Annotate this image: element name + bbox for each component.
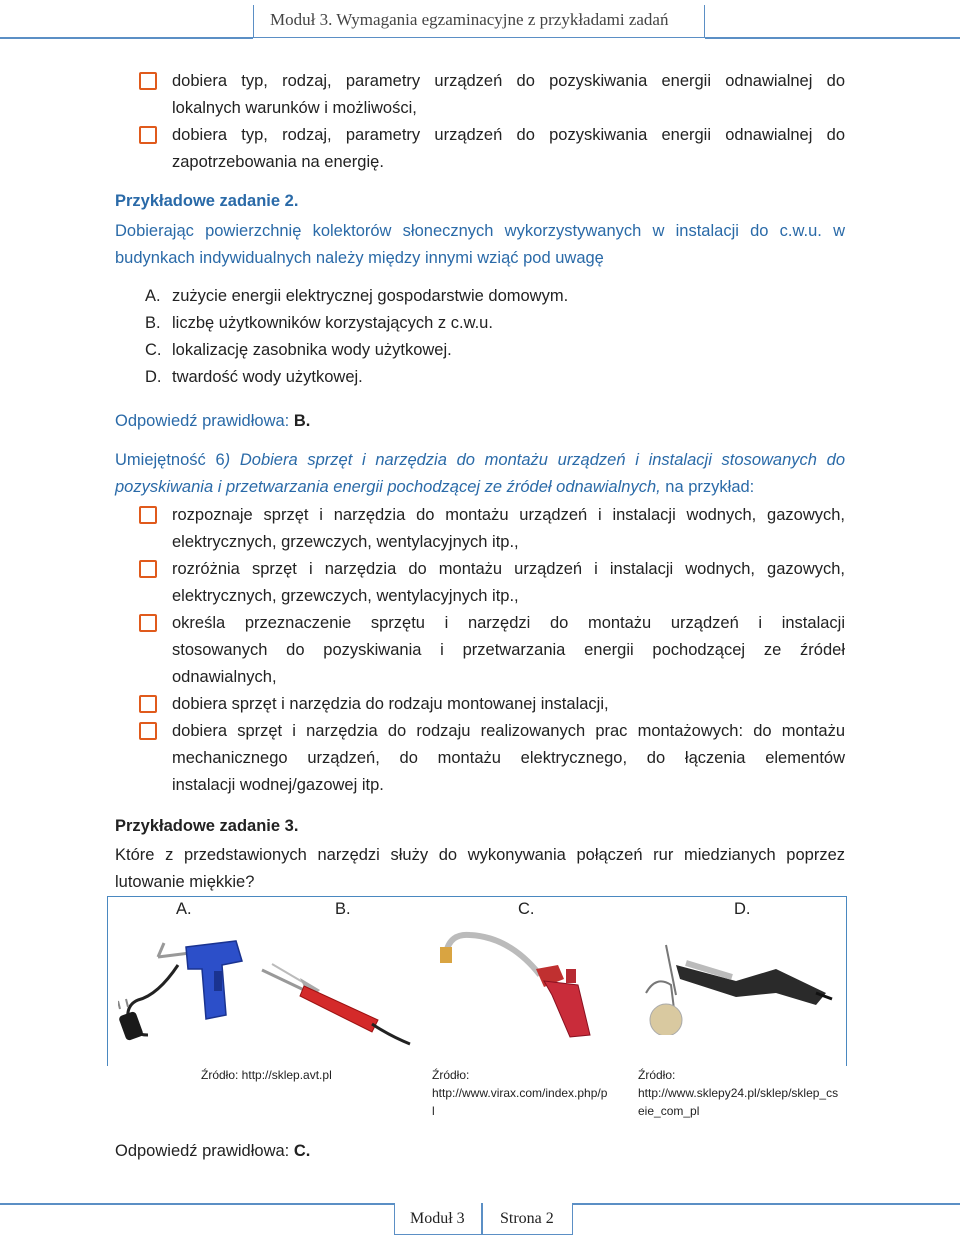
task3-heading: Przykładowe zadanie 3. <box>115 817 299 835</box>
soldering-station-image <box>636 935 836 1035</box>
header-title: Moduł 3. Wymagania egzaminacyjne z przykładami zadań <box>270 10 669 29</box>
label-c: C. <box>518 900 535 918</box>
option-c: C. lokalizację zasobnika wody użytkowej. <box>145 341 452 359</box>
task2-answer: Odpowiedź prawidłowa: B. <box>115 412 311 430</box>
soldering-gun-image <box>118 935 258 1050</box>
source-c: Źródło: http://www.virax.com/index.php/p l <box>432 1068 608 1118</box>
footer-page: Strona 2 <box>500 1210 554 1227</box>
bullet-icon <box>139 614 157 632</box>
bullet-icon <box>139 722 157 740</box>
bullet-icon <box>139 126 157 144</box>
task2-options <box>145 283 568 391</box>
label-b: B. <box>335 900 351 918</box>
footer-module: Moduł 3 <box>410 1210 465 1227</box>
list-item: rozpoznaje sprzęt i narzędzia do montażu urządzeń i instalacji wodnych, gazowych, elektrycznych, grzewczych, wentylacyjnych itp., <box>172 506 845 551</box>
task3-answer: Odpowiedź prawidłowa: C. <box>115 1142 311 1160</box>
footer-rule-left <box>0 1203 394 1205</box>
option-b: B. liczbę użytkowników korzystających z c.w.u. <box>145 314 493 332</box>
list-item: dobiera sprzęt i narzędzia do rodzaju realizowanych prac montażowych: do montażu mechanicznego urządzeń, do montażu elektrycznego, do łączenia elementów instalacji wodnej/gazowej itp. <box>172 722 845 794</box>
skill6-intro: Umiejętność 6) Dobiera sprzęt i narzędzia do montażu urządzeń i instalacji stosowanych do pozyskiwania i przetwarzania energii pochodzącej ze źródeł odnawialnych, na przykład: <box>115 451 845 496</box>
soldering-iron-image <box>260 950 420 1050</box>
bullet-icon <box>139 506 157 524</box>
gas-torch-image <box>440 925 600 1040</box>
list-item: rozróżnia sprzęt i narzędzia do montażu urządzeń i instalacji wodnych, gazowych, elektrycznych, grzewczych, wentylacyjnych itp., <box>172 560 845 605</box>
list-item: określa przeznaczenie sprzętu i narzędzi do montażu urządzeń i instalacji stosowanych do pozyskiwania i przetwarzania energii pochodzącej ze źródeł odnawialnych, <box>172 614 845 686</box>
list-item: dobiera typ, rodzaj, parametry urządzeń do pozyskiwania energii odnawialnej do zapotrzebowania na energię. <box>172 126 845 171</box>
bullet-icon <box>139 72 157 90</box>
label-a: A. <box>176 900 192 918</box>
bullet-icon <box>139 560 157 578</box>
footer-rule-right <box>573 1203 960 1205</box>
header-rule <box>0 37 253 39</box>
source-d: Źródło: http://www.sklepy24.pl/sklep/sklep_cs eie_com_pl <box>638 1068 839 1118</box>
option-d: D. twardość wody użytkowej. <box>145 368 363 386</box>
label-d: D. <box>734 900 751 918</box>
task2-heading: Przykładowe zadanie 2. <box>115 192 299 210</box>
task2-question: Dobierając powierzchnię kolektorów słonecznych wykorzystywanych w instalacji do c.w.u. w budynkach indywidualnych należy między innymi wziąć pod uwagę <box>115 222 845 267</box>
option-a: A. zużycie energii elektrycznej gospodarstwie domowym. <box>145 287 569 305</box>
bullet-icon <box>139 695 157 713</box>
footer-divider <box>481 1203 483 1235</box>
list-item: dobiera typ, rodzaj, parametry urządzeń do pozyskiwania energii odnawialnej do lokalnych warunków i możliwości, <box>172 72 845 117</box>
list-item: dobiera sprzęt i narzędzia do rodzaju montowanej instalacji, <box>172 695 609 713</box>
task3-question: Które z przedstawionych narzędzi służy do wykonywania połączeń rur miedzianych poprzez lutowanie miękkie? <box>115 846 845 891</box>
source-b: Źródło: http://sklep.avt.pl <box>201 1068 332 1082</box>
header-rule-right <box>705 37 960 39</box>
